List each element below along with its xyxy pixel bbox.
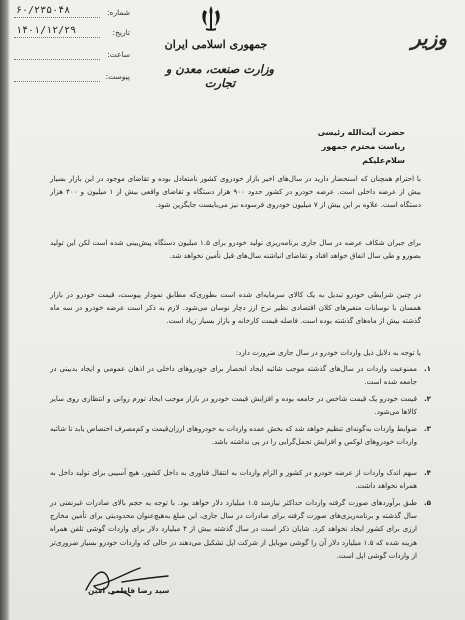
page-edge-shadow [0,0,10,620]
meta-attachment-label: پیوست: [105,72,130,81]
greeting-addressee: حضرت آیت‌الله رئیسی [317,128,405,137]
list-item-number: ۱. [423,364,431,373]
list-item-text: طبق برآوردهای صورت گرفته واردات حداکثر نیازمند ۱.۵ میلیارد دلار خواهد بود. با توجه به حجم بالای صادرات غیرنفتی در سال گذشته و برنامه‌ریزی‌های صورت گرفته برای صادرات در سال جاری، این مبلغ به‌هیچ‌عنوان محدودیتی برای تأمین مخارج ارزی برای کشور ایجاد نخواهد کرد. شایان ذکر است در سال گذشته بیش از ۴ میلیارد دلار برای واردات گوشی تلفن همراه هزینه شده که ۱.۵ میلیارد دلار آن را گوشی موبایل از شرکت اپل تشکیل می‌دهند در حالی که واردات خودرو بسیار ضروری‌تر از واردات گوشی اپل است. [50,498,417,560]
dotted-line [14,59,100,60]
list-item-number: ۵. [423,498,431,507]
paragraph-1: با احترام همچنان که استحضار دارید در سال‌های اخیر بازار خودروی کشور نامتعادل بوده و تقاضای موجود در این بازار بسیار بیش از عرضه داخلی است. عرضه خودرو در کشور حدود ۹۰۰ هزار دستگاه و تقاضای واقعی بیش از ۱ میلیون و ۴۰۰ هزار دستگاه است. علاوه بر این بیش از ۷ میلیون خودروی فرسوده نیز می‌بایست جایگزین شود. [50,174,421,210]
paragraph-2: برای جبران شکاف عرضه در سال جاری برنامه‌ریزی تولید خودرو برای ۱.۵ میلیون دستگاه پیش‌بینی شده است لکن این تولید بصورو و طی سال اتفاق خواهد افتاد و تقاضای انباشته سال‌های قبل تأمین نخواهد شد. [50,238,421,261]
list-item [50,496,431,562]
list-item [50,466,431,492]
list-item-number: ۳. [423,424,431,433]
greeting-salam: سلام‌علیکم [362,156,405,165]
greeting-title: ریاست محترم جمهور [321,142,405,151]
paragraph-4: با توجه به دلایل ذیل واردات خودرو در سال جاری ضرورت دارد: [235,348,421,357]
letterhead-republic: جمهوری اسلامی ایران [164,38,268,51]
dotted-line [14,81,100,82]
meta-number-value: ۶۰/۲۳۵۰۴۸ [16,5,71,16]
list-item [50,362,431,388]
signatory-name: سید رضا فاطمی امین [88,586,170,595]
list-item-text: ضوابط واردات به‌گونه‌ای تنظیم خواهد شد که بخش عمده واردات به خودروهای ارزان‌قیمت و کم‌مصرف اختصاص یابد تا شائبه واردات خودروهای لوکس و افزایش تجمل‌گرایی را در پی نداشته باشد. [50,424,417,447]
list-item [50,422,431,448]
meta-date-label: تاریخ: [112,28,130,37]
letterhead-title: وزیر [411,26,447,50]
list-item [50,392,431,418]
dotted-line [14,17,100,18]
list-item-text: ممنوعیت واردات در سال‌های گذشته موجب شائبه ایجاد انحصار برای خودروهای داخلی در اذهان عمومی و ایجاد بدبینی در جامعه شده است. [50,364,417,387]
meta-number-label: شماره: [107,8,130,17]
letterhead-ministry: وزارت صنعت، معدن و تجارت [165,62,275,90]
emblem-icon [198,4,224,32]
paragraph-3: در چنین شرایطی خودرو تبدیل به یک کالای سرمایه‌ای شده است بطوری‌که مطابق نمودار پیوست، قیمت خودرو در بازار همسان با نوسانات متغیرهای کلان اقتصادی نظیر نرخ ارز دچار نوسان می‌شود. لازم به ذکر است عرضه خودرو در سه ماه گذشته بیش از ماه‌های گذشته بوده است. فاصله قیمت کارخانه و بازار بسیار زیاد است. [50,290,421,326]
dotted-line [14,37,100,38]
list-item-text: قیمت خودرو یک قیمت شاخص در جامعه بوده و افزایش قیمت خودرو در بازار موجب ایجاد تورم روانی و انتظاری روی سایر کالاها می‌شود. [50,394,417,417]
meta-time-label: ساعت: [107,50,130,59]
meta-date-value: ۱۴۰۱/۱۲/۲۹ [16,25,77,36]
list-item-text: سهم اندک واردات از عرضه خودرو در کشور و الزام واردات به انتقال فناوری به داخل کشور، هیچ آسیبی برای تولید داخل به همراه نخواهد داشت. [50,468,417,491]
list-item-number: ۲. [423,394,431,403]
list-item-number: ۴. [423,468,431,477]
